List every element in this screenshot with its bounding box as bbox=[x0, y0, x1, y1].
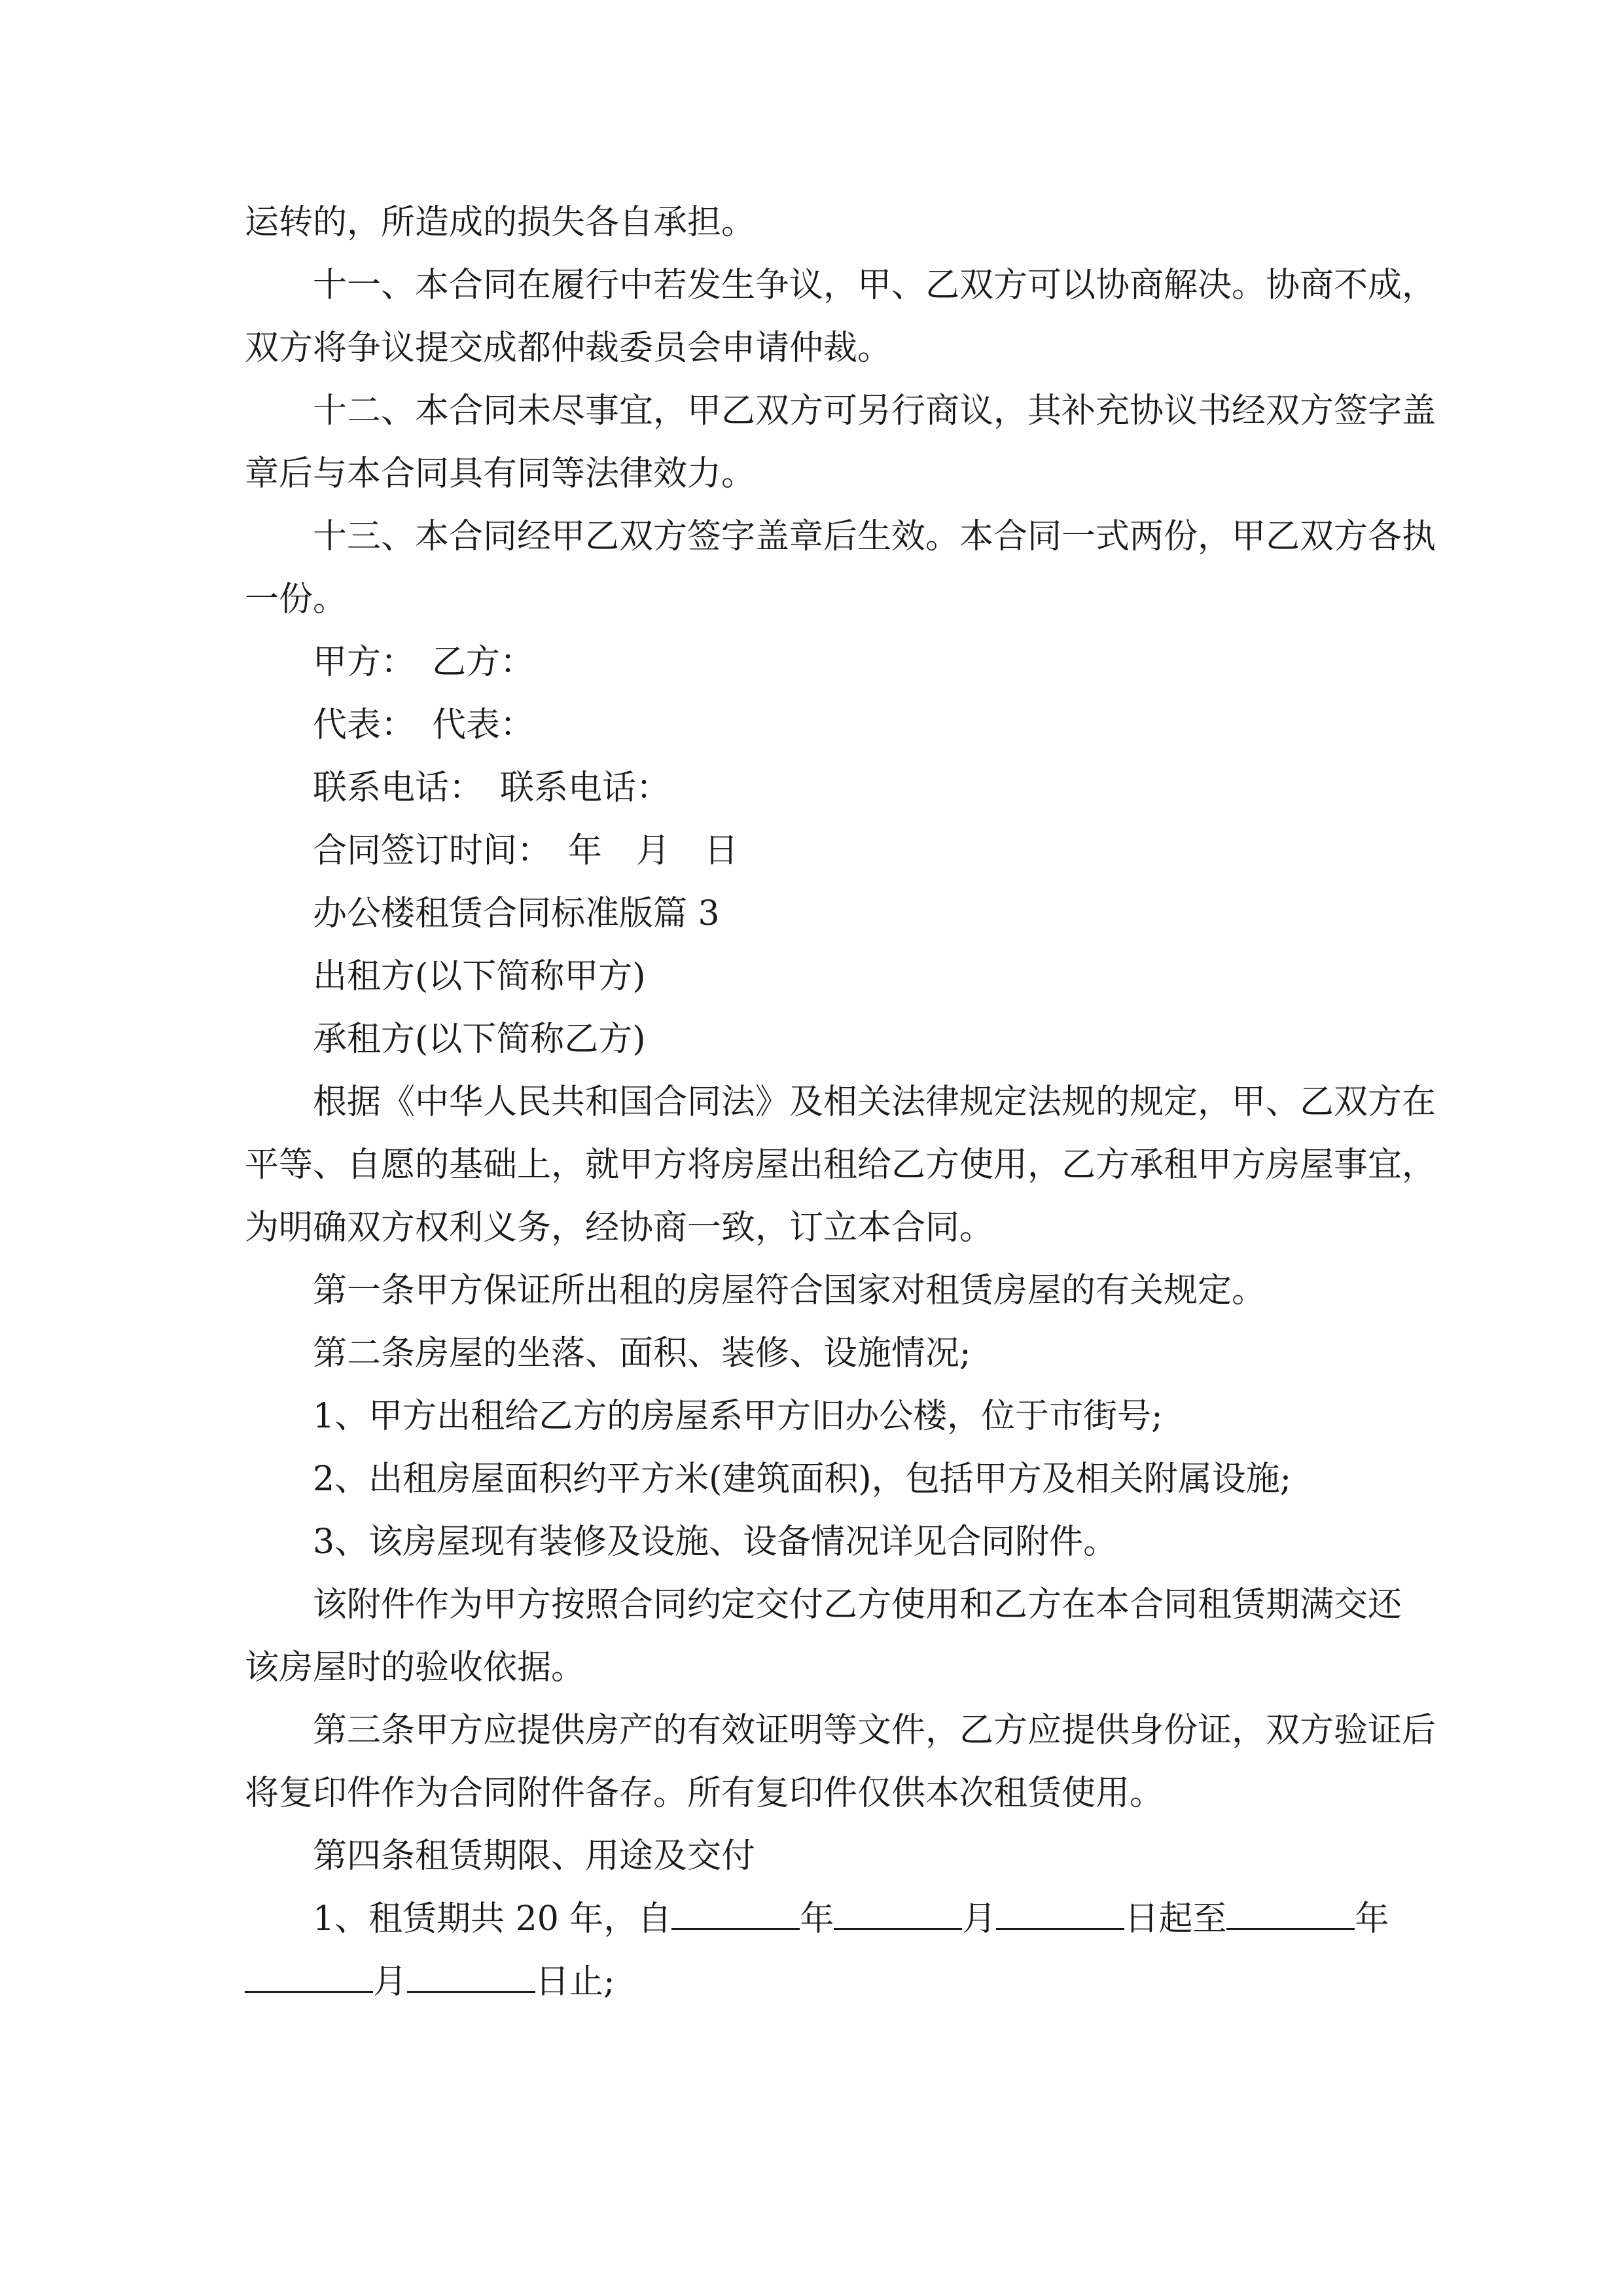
paragraph-line: 为明确双方权利义务，经协商一致，订立本合同。 bbox=[245, 1208, 994, 1247]
clause-line: 2、出租房屋面积约平方米(建筑面积)，包括甲方及相关附属设施; bbox=[313, 1460, 1292, 1499]
signature-representative-line: 代表： 代表： bbox=[313, 706, 535, 745]
paragraph-line: 该附件作为甲方按照合同约定交付乙方使用和乙方在本合同租赁期满交还 bbox=[313, 1585, 1402, 1624]
fill-blank bbox=[1226, 1892, 1355, 1930]
paragraph-line: 十三、本合同经甲乙双方签字盖章后生效。本合同一式两份，甲乙双方各执 bbox=[313, 517, 1436, 556]
lease-term-year-label: 年 bbox=[800, 1899, 834, 1939]
lease-term-month-label: 月 bbox=[962, 1899, 997, 1939]
section-title: 办公楼租赁合同标准版篇 3 bbox=[313, 894, 720, 933]
paragraph-line: 将复印件作为合同附件备存。所有复印件仅供本次租赁使用。 bbox=[245, 1774, 1164, 1813]
fill-blank bbox=[996, 1892, 1124, 1930]
lease-term-year-label: 年 bbox=[1355, 1899, 1389, 1939]
document-body bbox=[245, 191, 1436, 2013]
lease-term-end-label: 日止; bbox=[535, 1962, 615, 2001]
paragraph-line: 一份。 bbox=[245, 580, 348, 619]
fill-blank bbox=[671, 1892, 800, 1930]
signature-date-line: 合同签订时间： 年 月 日 bbox=[313, 831, 739, 870]
fill-blank bbox=[245, 1954, 373, 1993]
clause-line: 3、该房屋现有装修及设施、设备情况详见合同附件。 bbox=[313, 1522, 1118, 1562]
paragraph-line: 十一、本合同在履行中若发生争议，甲、乙双方可以协商解决。协商不成， bbox=[313, 266, 1436, 305]
article-line: 第二条房屋的坐落、面积、装修、设施情况; bbox=[313, 1334, 971, 1373]
fill-blank bbox=[834, 1892, 962, 1930]
clause-line: 1、甲方出租给乙方的房屋系甲方旧办公楼，位于市街号; bbox=[313, 1397, 1163, 1436]
signature-party-line: 甲方： 乙方： bbox=[313, 643, 535, 682]
signature-phone-line: 联系电话： 联系电话： bbox=[313, 768, 671, 808]
lease-term-prefix: 1、租赁期共 20 年，自 bbox=[313, 1899, 672, 1939]
paragraph-line: 章后与本合同具有同等法律效力。 bbox=[245, 454, 756, 493]
article-line: 第一条甲方保证所出租的房屋符合国家对租赁房屋的有关规定。 bbox=[313, 1271, 1266, 1310]
lessor-line: 出租方(以下简称甲方) bbox=[313, 957, 646, 996]
article-line: 第四条租赁期限、用途及交付 bbox=[313, 1837, 756, 1876]
paragraph-line: 根据《中华人民共和国合同法》及相关法律规定法规的规定，甲、乙双方在 bbox=[313, 1083, 1436, 1122]
paragraph-line: 第三条甲方应提供房产的有效证明等文件，乙方应提供身份证，双方验证后 bbox=[313, 1711, 1436, 1750]
fill-blank bbox=[407, 1954, 535, 1993]
paragraph-line: 该房屋时的验收依据。 bbox=[245, 1648, 586, 1687]
lease-term-line bbox=[245, 1888, 1387, 1950]
lease-term-month-label: 月 bbox=[373, 1962, 408, 2001]
paragraph-line: 十二、本合同未尽事宜，甲乙双方可另行商议，其补充协议书经双方签字盖 bbox=[313, 391, 1436, 431]
lease-term-line-continued bbox=[245, 1950, 1387, 2013]
paragraph-line: 平等、自愿的基础上，就甲方将房屋出租给乙方使用，乙方承租甲方房屋事宜， bbox=[245, 1145, 1436, 1185]
lessee-line: 承租方(以下简称乙方) bbox=[313, 1020, 646, 1059]
lease-term-day-label: 日起至 bbox=[1124, 1899, 1227, 1939]
paragraph-line: 运转的，所造成的损失各自承担。 bbox=[245, 203, 756, 242]
paragraph-line: 双方将争议提交成都仲裁委员会申请仲裁。 bbox=[245, 329, 892, 368]
